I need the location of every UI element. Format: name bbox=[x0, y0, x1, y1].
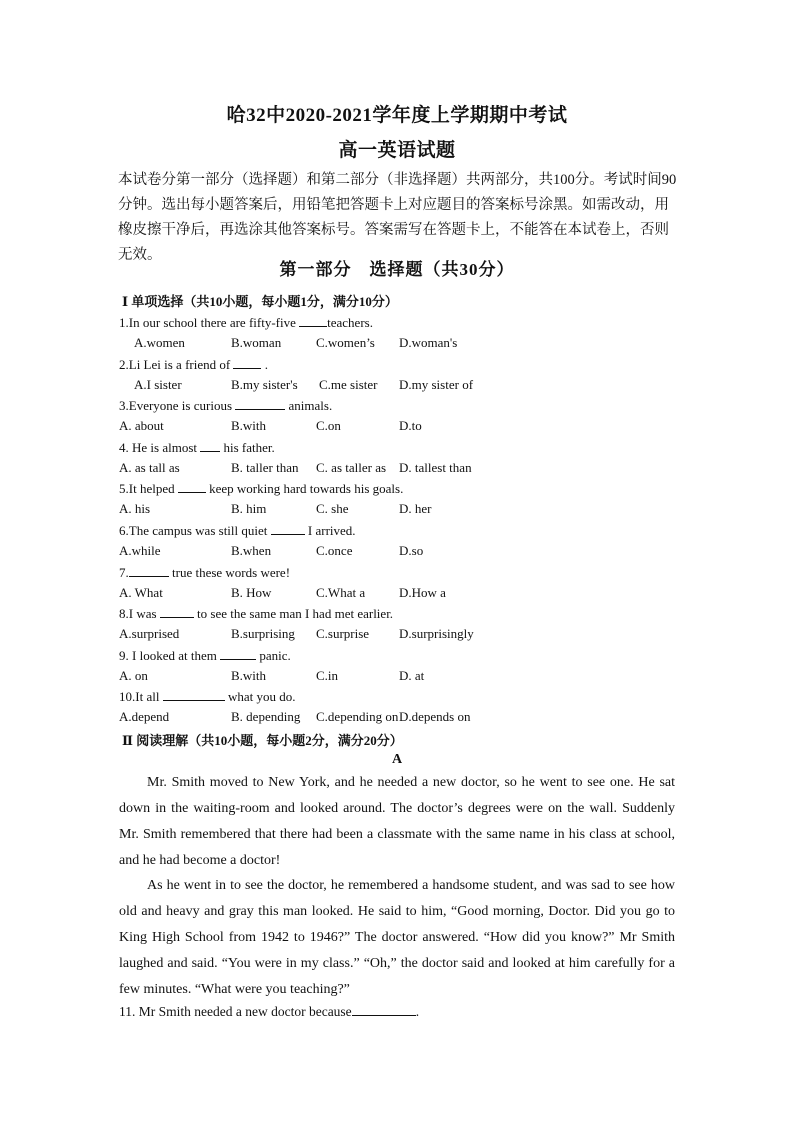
option-d[interactable]: D. at bbox=[399, 667, 425, 683]
option-c[interactable]: C. as taller as bbox=[316, 459, 387, 475]
option-d[interactable]: D.so bbox=[399, 543, 424, 558]
option-d[interactable]: D.depends on bbox=[399, 709, 471, 725]
question-11-stem: 11. Mr Smith needed a new doctor because bbox=[119, 1004, 352, 1019]
passage-paragraph-2: As he went in to see the doctor, he remembered a handsome student, and was sad to see how old and heavy and gray this man looked. He said to him, “Good morning, Doctor. Did you go to King High School from 1942 to 1946?” The doctor answered. “How did you know?” Mr Smith laughed and said. “You were in my class.” “Oh,” the doctor said and looked at him carefully for a few minutes. “What were you teaching?” bbox=[119, 878, 675, 997]
option-a[interactable]: A. What bbox=[119, 584, 163, 600]
option-d[interactable]: D. her bbox=[399, 501, 432, 517]
question-text-end: teachers. bbox=[327, 315, 373, 330]
option-c[interactable]: C.women’s bbox=[316, 335, 375, 350]
exam-subtitle: 高一英语试题 bbox=[338, 140, 456, 161]
option-b[interactable]: B.surprising bbox=[231, 626, 295, 642]
option-row bbox=[119, 585, 679, 603]
option-d[interactable]: D.How a bbox=[399, 584, 446, 600]
part1-title: 第一部分 选择题（共30分） bbox=[279, 260, 515, 279]
question-11-end: . bbox=[415, 1004, 420, 1019]
question-stem bbox=[119, 480, 403, 497]
answer-blank bbox=[160, 605, 194, 618]
question-stem bbox=[119, 564, 290, 581]
option-row bbox=[119, 377, 679, 395]
option-c[interactable]: C. she bbox=[316, 501, 349, 517]
option-row bbox=[119, 460, 679, 478]
option-c[interactable]: C.What a bbox=[316, 584, 366, 600]
option-b[interactable]: B.with bbox=[231, 418, 267, 434]
option-b[interactable]: B. him bbox=[231, 501, 267, 517]
option-d[interactable]: D.woman's bbox=[399, 335, 458, 350]
question-text: 2.Li Lei is a friend of bbox=[119, 356, 234, 372]
exam-title: 哈32中2020-2021学年度上学期期中考试 bbox=[226, 105, 568, 126]
option-row bbox=[119, 335, 679, 353]
option-b[interactable]: B.when bbox=[231, 543, 272, 558]
option-d[interactable]: D.to bbox=[399, 418, 422, 434]
option-a[interactable]: A.while bbox=[119, 543, 161, 558]
section1-title: Ⅰ 单项选择（共10小题，每小题1分，满分10分） bbox=[122, 294, 398, 309]
answer-blank bbox=[233, 356, 261, 369]
option-c[interactable]: C.me sister bbox=[319, 376, 378, 392]
question-text: 3.Everyone is curious bbox=[119, 398, 236, 414]
question-stem bbox=[119, 605, 393, 622]
question-stem bbox=[119, 397, 332, 414]
passage-paragraph-1: Mr. Smith moved to New York, and he needed a new doctor, so he went to see one. He sat down in the waiting-room and looked around. The doctor’s degrees were on the wall. Suddenly Mr. Smith remembered that there had been a classmate with the same name in his class at school, and he had become a doctor! bbox=[119, 775, 675, 868]
option-b[interactable]: B. taller than bbox=[231, 459, 299, 475]
question-text: 4. He is almost bbox=[119, 439, 201, 455]
option-a[interactable]: A. his bbox=[119, 501, 151, 517]
question-stem bbox=[119, 688, 295, 705]
option-row bbox=[119, 543, 679, 561]
option-a[interactable]: A.I sister bbox=[134, 376, 182, 392]
option-c[interactable]: C.in bbox=[316, 667, 339, 683]
answer-blank bbox=[178, 480, 206, 493]
question-text-end: animals. bbox=[285, 398, 333, 414]
exam-instructions: 本试卷分第一部分（选择题）和第二部分（非选择题）共两部分，共100分。考试时间90分钟。选出每小题答案后，用铅笔把答题卡上对应题目的答案标号涂黑。如需改动，用橡皮擦干净后，再选涂其他答案标号。答案需写在答题卡上，不能答在本试卷上，否则无效。 bbox=[118, 172, 677, 263]
question-text: 8.I was bbox=[119, 606, 160, 622]
option-b[interactable]: B. How bbox=[231, 584, 272, 600]
question-text-end: . bbox=[261, 356, 268, 372]
question-text-end: true these words were! bbox=[168, 564, 291, 580]
question-text-end: to see the same man I had met earlier. bbox=[193, 606, 394, 622]
option-c[interactable]: C.surprise bbox=[316, 626, 370, 642]
answer-blank bbox=[200, 439, 220, 452]
option-b[interactable]: B.with bbox=[231, 667, 267, 683]
answer-blank bbox=[235, 397, 285, 410]
passage-label: A bbox=[391, 752, 403, 767]
option-a[interactable]: A.depend bbox=[119, 709, 170, 725]
option-d[interactable]: D.surprisingly bbox=[399, 626, 474, 642]
option-a[interactable]: A. on bbox=[119, 667, 148, 683]
question-stem bbox=[119, 439, 275, 456]
question-stem bbox=[119, 522, 356, 539]
question-text: 1.In our school there are fifty-five bbox=[119, 315, 300, 330]
option-a[interactable]: A. about bbox=[119, 418, 164, 434]
option-b[interactable]: B. depending bbox=[231, 709, 301, 725]
answer-blank bbox=[129, 564, 169, 577]
question-stem bbox=[119, 647, 291, 664]
option-row bbox=[119, 501, 679, 519]
option-a[interactable]: A.surprised bbox=[119, 626, 180, 642]
answer-blank bbox=[220, 647, 256, 660]
option-c[interactable]: C.once bbox=[316, 543, 353, 558]
question-text: 6.The campus was still quiet bbox=[119, 523, 271, 538]
option-c[interactable]: C.on bbox=[316, 418, 341, 434]
option-b[interactable]: B.my sister's bbox=[231, 376, 298, 392]
option-b[interactable]: B.woman bbox=[231, 335, 282, 350]
question-11 bbox=[119, 1003, 419, 1020]
question-text-end: what you do. bbox=[224, 689, 296, 705]
question-text-end: his father. bbox=[220, 439, 275, 455]
option-row bbox=[119, 626, 679, 644]
option-row bbox=[119, 709, 679, 727]
answer-blank bbox=[299, 314, 327, 327]
answer-blank bbox=[163, 688, 225, 701]
option-d[interactable]: D. tallest than bbox=[399, 459, 472, 475]
question-text: 9. I looked at them bbox=[119, 647, 221, 663]
option-row bbox=[119, 668, 679, 686]
question-stem bbox=[119, 356, 268, 373]
option-row bbox=[119, 418, 679, 436]
question-text: 5.It helped bbox=[119, 481, 178, 497]
section2-title: Ⅱ 阅读理解（共10小题，每小题2分，满分20分） bbox=[122, 733, 403, 748]
option-a[interactable]: A.women bbox=[134, 335, 185, 350]
answer-blank bbox=[352, 1003, 416, 1016]
question-text-end: I arrived. bbox=[304, 523, 356, 538]
option-a[interactable]: A. as tall as bbox=[119, 459, 180, 475]
answer-blank bbox=[271, 522, 305, 535]
option-c[interactable]: C.depending on bbox=[316, 709, 399, 725]
question-text-end: panic. bbox=[256, 647, 291, 663]
question-text-end: keep working hard towards his goals. bbox=[205, 481, 404, 497]
question-text: 10.It all bbox=[119, 689, 163, 705]
question-stem bbox=[119, 314, 373, 331]
question-text: 7. bbox=[119, 564, 129, 580]
option-d[interactable]: D.my sister of bbox=[399, 376, 474, 392]
